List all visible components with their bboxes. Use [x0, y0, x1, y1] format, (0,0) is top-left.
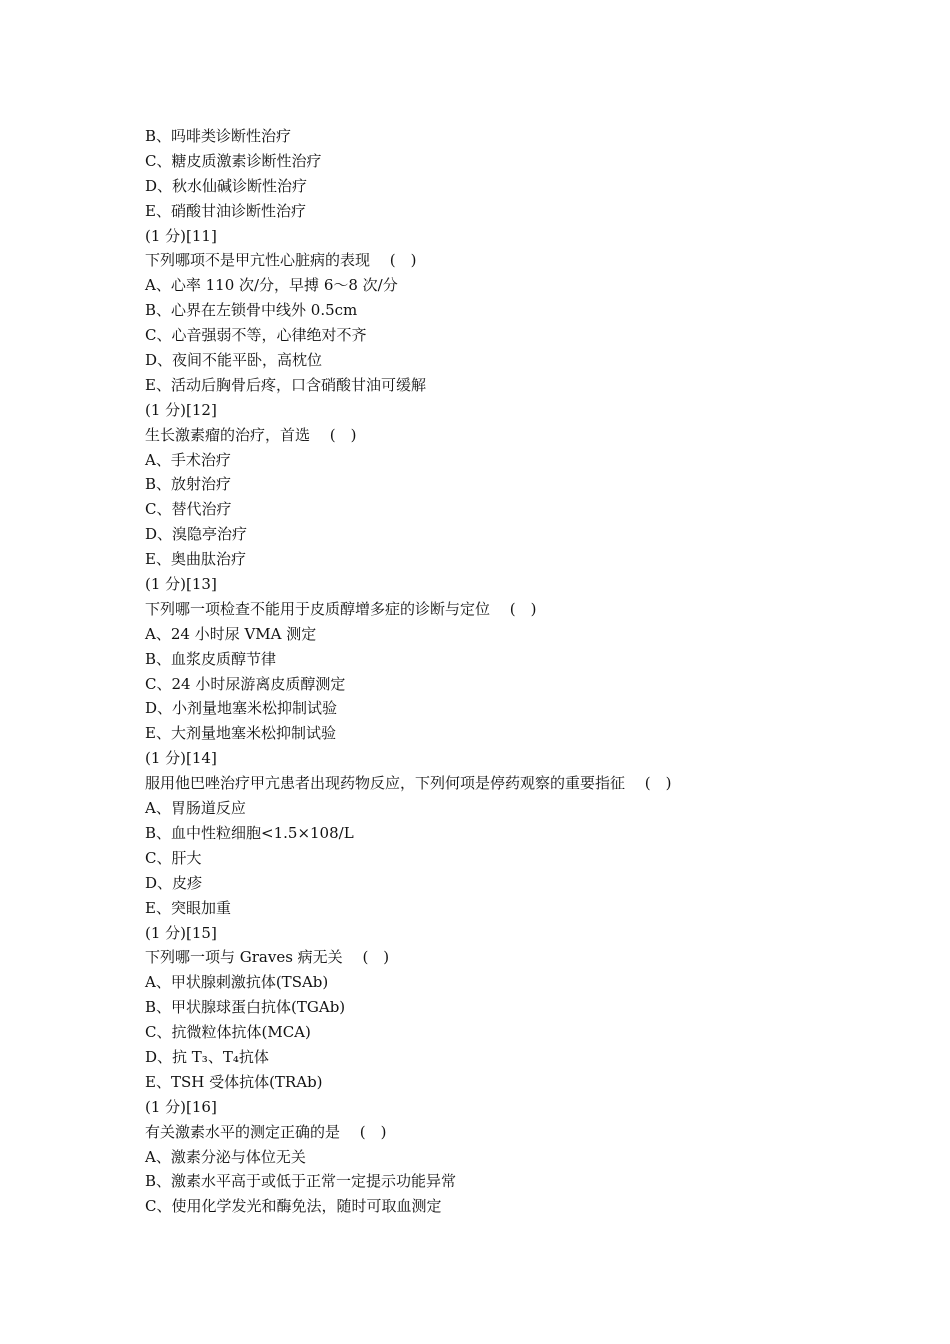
text-line: B、血浆皮质醇节律 [145, 649, 277, 668]
text-line: 生长激素瘤的治疗，首选 ( ) [145, 425, 357, 444]
document-page [145, 124, 905, 1219]
text-line: C、糖皮质激素诊断性治疗 [145, 151, 322, 170]
text-line: 下列哪一项与 Graves 病无关 ( ) [145, 948, 390, 967]
text-line: D、抗 T₃、T₄抗体 [145, 1047, 269, 1066]
text-line: E、突眼加重 [145, 898, 231, 917]
text-line: (1 分)[16] [145, 1097, 217, 1116]
text-line: E、大剂量地塞米松抑制试验 [145, 724, 336, 743]
text-line: E、硝酸甘油诊断性治疗 [145, 201, 306, 220]
text-line: A、甲状腺刺激抗体(TSAb) [145, 973, 329, 992]
text-line: C、心音强弱不等，心律绝对不齐 [145, 326, 367, 345]
text-line: 下列哪项不是甲亢性心脏病的表现 ( ) [145, 251, 417, 270]
text-line: D、夜间不能平卧，高枕位 [145, 351, 323, 370]
text-line: A、24 小时尿 VMA 测定 [145, 624, 317, 643]
text-line: A、心率 110 次/分，早搏 6～8 次/分 [145, 276, 398, 295]
text-line: D、溴隐亭治疗 [145, 525, 248, 544]
text-line: 有关激素水平的测定正确的是 ( ) [145, 1122, 387, 1141]
text-line: A、激素分泌与体位无关 [145, 1147, 306, 1166]
text-line: B、心界在左锁骨中线外 0.5cm [145, 301, 358, 320]
text-line: (1 分)[11] [145, 226, 217, 245]
text-line: B、放射治疗 [145, 475, 232, 494]
text-line: 服用他巴唑治疗甲亢患者出现药物反应，下列何项是停药观察的重要指征 ( ) [145, 774, 672, 793]
text-line: C、替代治疗 [145, 500, 232, 519]
text-line: C、肝大 [145, 848, 202, 867]
text-line: C、24 小时尿游离皮质醇测定 [145, 674, 346, 693]
text-line: D、小剂量地塞米松抑制试验 [145, 699, 338, 718]
text-line: 下列哪一项检查不能用于皮质醇增多症的诊断与定位 ( ) [145, 599, 537, 618]
text-line: B、血中性粒细胞<1.5×108/L [145, 823, 354, 842]
text-line: E、奥曲肽治疗 [145, 550, 246, 569]
text-line: (1 分)[15] [145, 923, 217, 942]
text-line: A、胃肠道反应 [145, 799, 246, 818]
text-line: (1 分)[12] [145, 400, 217, 419]
text-line: E、活动后胸骨后疼，口含硝酸甘油可缓解 [145, 375, 426, 394]
text-line: C、抗微粒体抗体(MCA) [145, 1023, 311, 1042]
text-line: (1 分)[14] [145, 749, 217, 768]
text-line: A、手术治疗 [145, 450, 231, 469]
text-line: (1 分)[13] [145, 575, 217, 594]
text-line: E、TSH 受体抗体(TRAb) [145, 1072, 323, 1091]
text-line: B、甲状腺球蛋白抗体(TGAb) [145, 998, 346, 1017]
text-line: D、皮疹 [145, 873, 203, 892]
text-line: D、秋水仙碱诊断性治疗 [145, 176, 308, 195]
text-line: B、吗啡类诊断性治疗 [145, 127, 292, 145]
text-line: B、激素水平高于或低于正常一定提示功能异常 [145, 1172, 457, 1191]
text-line: C、使用化学发光和酶免法，随时可取血测定 [145, 1197, 442, 1216]
